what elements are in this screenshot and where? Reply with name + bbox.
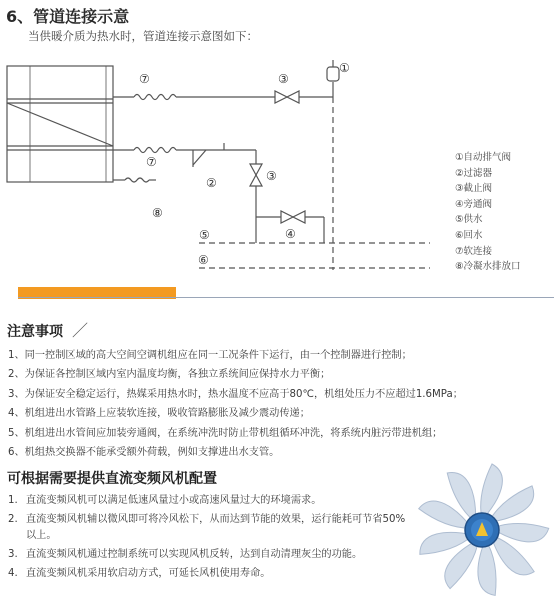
legend-item: ②过滤器 <box>455 167 493 179</box>
note-item: 4、机组进出水管路上应装软连接，吸收管路膨胀及减少震动传递； <box>8 408 310 420</box>
note-item: 1、同一控制区域的高大空间空调机组应在同一工况条件下运行，由一个控制器进行控制； <box>8 350 412 361</box>
unit-coil-diagonal <box>7 103 113 146</box>
filter-slant <box>193 150 206 165</box>
flex-connector-bottom <box>125 178 149 182</box>
legend-item: ⑦软连接 <box>455 245 493 257</box>
callout-7-top: ⑦ <box>139 72 150 86</box>
callout-2: ② <box>206 176 217 190</box>
fan-impeller-icon <box>413 462 551 598</box>
legend-item: ⑥回水 <box>455 229 483 241</box>
valve-mid-b <box>250 175 262 186</box>
notes-list <box>8 346 463 462</box>
fan-feature-item <box>8 512 406 544</box>
callout-7-mid: ⑦ <box>146 155 157 169</box>
valve-top-a <box>275 91 287 103</box>
flex-connector-mid <box>134 148 176 153</box>
fan-feature-text: 直流变频风机可以满足低速风量过小或高速风量过大的环境需求。 <box>26 495 322 506</box>
fan-feature-text: 直流变频风机采用软启动方式，可延长风机使用寿命。 <box>26 568 271 579</box>
legend-item: ③截止阀 <box>455 183 493 195</box>
title-slash-icon: ／ <box>72 321 89 340</box>
section-title: 6、管道连接示意 <box>6 7 130 26</box>
fan-feature-item <box>8 493 406 509</box>
valve-mid-a <box>250 164 262 175</box>
fan-section-title: 可根据需要提供直流变频风机配置 <box>7 471 217 487</box>
section-divider <box>18 297 554 298</box>
bypass-valve-a <box>281 211 293 223</box>
callout-1: ① <box>339 61 350 75</box>
diagram-legend <box>455 150 521 275</box>
callout-5: ⑤ <box>199 228 210 242</box>
fan-feature-item <box>8 547 406 563</box>
legend-item: ④旁通阀 <box>455 198 493 210</box>
bypass-valve-b <box>293 211 305 223</box>
fan-feature-number: 4. <box>8 568 18 579</box>
air-vent-icon <box>327 60 339 81</box>
callout-6: ⑥ <box>198 253 209 267</box>
note-item: 6、机组热交换器不能承受额外荷载，例如支撑进出水支管。 <box>8 447 280 459</box>
callout-3-mid: ③ <box>266 169 277 183</box>
notes-title: 注意事项 <box>7 324 63 340</box>
section-subtitle: 当供暖介质为热水时，管道连接示意图如下： <box>28 29 258 43</box>
callout-8: ⑧ <box>152 206 163 220</box>
flex-connector-top <box>134 95 176 100</box>
callout-3-top: ③ <box>278 72 289 86</box>
valve-top-b <box>287 91 299 103</box>
fan-feature-list <box>8 493 406 585</box>
fan-feature-text: 直流变频风机通过控制系统可以实现风机反转，达到自动清理灰尘的功能。 <box>26 549 363 560</box>
note-item: 3、为保证安全稳定运行，热媒采用热水时，热水温度不应高于80℃，机组处压力不应超过1.6MPa； <box>8 388 463 400</box>
fan-feature-text: 直流变频风机辅以微风即可将冷风松下，从而达到节能的效果，运行能耗可节省50%以上。 <box>26 514 406 541</box>
legend-item: ⑧冷凝水排放口 <box>455 261 521 273</box>
fan-feature-item <box>8 566 406 582</box>
callout-4: ④ <box>285 227 296 241</box>
note-item: 2、为保证各控制区域内室内温度均衡，各独立系统间应保持水力平衡； <box>8 369 331 381</box>
legend-item: ⑤供水 <box>455 214 483 226</box>
fan-feature-number: 3. <box>8 549 18 560</box>
fan-feature-number: 1. <box>8 495 18 506</box>
note-item: 5、机组进出水管间应加装旁通阀，在系统冲洗时防止带机组循环冲洗，将系统内脏污带进机组； <box>8 427 443 439</box>
legend-item: ①自动排气阀 <box>455 152 512 163</box>
fan-feature-number: 2. <box>8 514 18 525</box>
